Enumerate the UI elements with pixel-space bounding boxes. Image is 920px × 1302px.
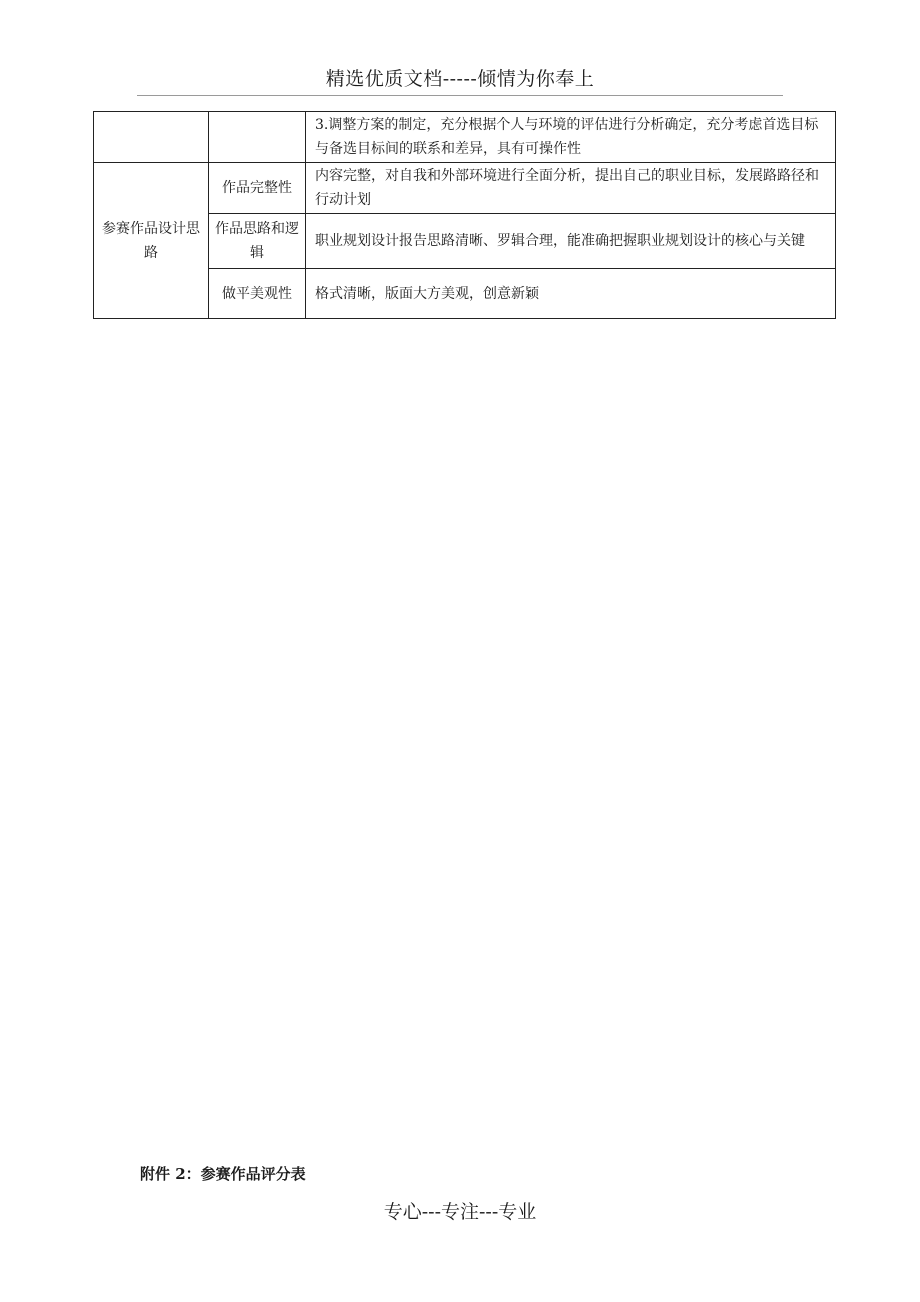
criterion-cell: 作品思路和逻辑 bbox=[209, 214, 306, 269]
category-cell bbox=[94, 112, 209, 163]
description-cell: 3.调整方案的制定，充分根据个人与环境的评估进行分析确定，充分考虑首选目标与备选目标间的联系和差异，具有可操作性 bbox=[306, 112, 836, 163]
page-header: 精选优质文档-----倾情为你奉上 bbox=[325, 68, 595, 90]
annex-title: 附件 2：参赛作品评分表 bbox=[140, 1165, 306, 1183]
header-divider bbox=[137, 95, 783, 96]
criterion-cell: 作品完整性 bbox=[209, 163, 306, 214]
table-row bbox=[94, 112, 836, 163]
criterion-cell: 做平美观性 bbox=[209, 269, 306, 319]
category-cell: 参赛作品设计思路 bbox=[94, 163, 209, 319]
table-row bbox=[94, 163, 836, 214]
description-cell: 格式清晰，版面大方美观，创意新颖 bbox=[306, 269, 836, 319]
criteria-table bbox=[93, 111, 836, 319]
page-footer: 专心---专注---专业 bbox=[383, 1201, 537, 1223]
description-cell: 职业规划设计报告思路清晰、罗辑合理，能准确把握职业规划设计的核心与关键 bbox=[306, 214, 836, 269]
criterion-cell bbox=[209, 112, 306, 163]
description-cell: 内容完整，对自我和外部环境进行全面分析，提出自己的职业目标，发展路路径和行动计划 bbox=[306, 163, 836, 214]
